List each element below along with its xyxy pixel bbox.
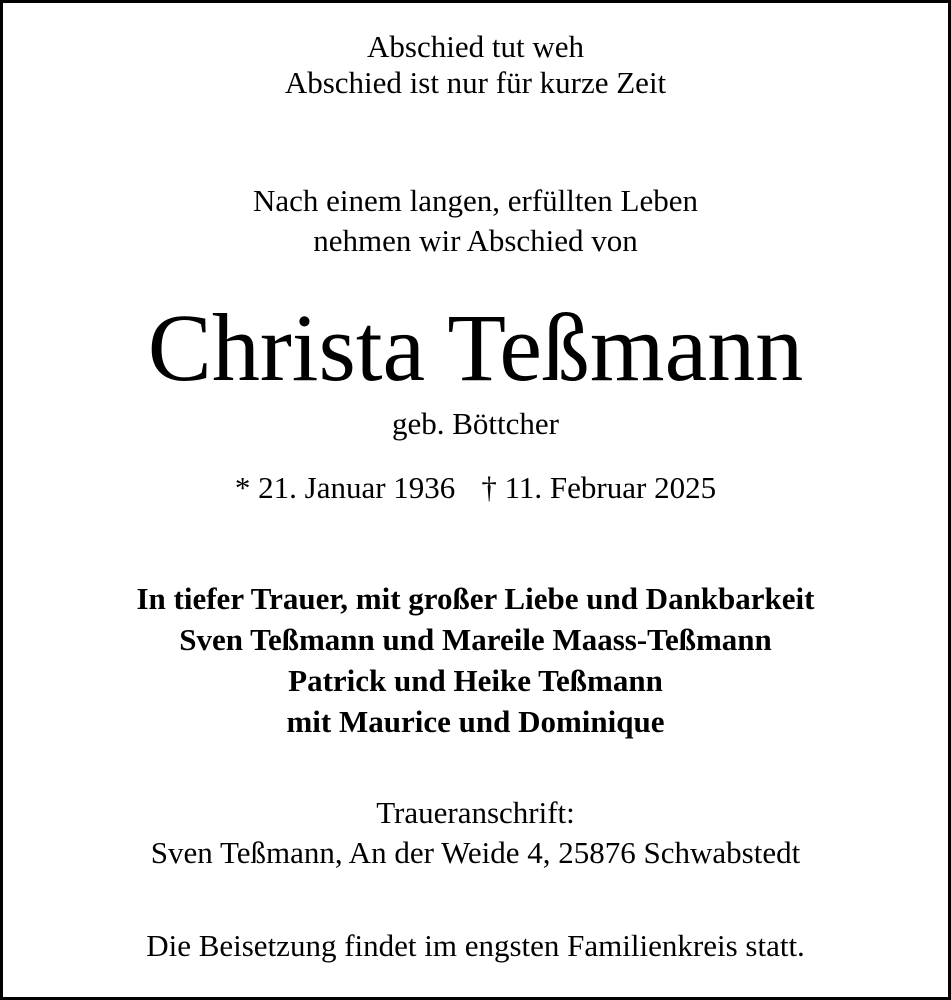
intro-line-1: Nach einem langen, erfüllten Leben — [253, 183, 698, 218]
birth-date: * 21. Januar 1936 — [234, 470, 456, 505]
farewell-verse — [3, 29, 948, 101]
mourners-line-4: mit Maurice und Dominique — [286, 704, 665, 739]
mourners-line-1: In tiefer Trauer, mit großer Liebe und Dankbarkeit — [136, 581, 815, 616]
burial-note: Die Beisetzung findet im engsten Familienkreis statt. — [146, 928, 805, 963]
deceased-name: Christa Teßmann — [147, 294, 804, 401]
address-label: Traueranschrift: — [376, 795, 575, 830]
mourners-line-2: Sven Teßmann und Mareile Maass-Teßmann — [179, 622, 772, 657]
death-date: † 11. Februar 2025 — [481, 470, 717, 505]
verse-line-2: Abschied ist nur für kurze Zeit — [284, 65, 667, 100]
address-value: Sven Teßmann, An der Weide 4, 25876 Schwabstedt — [150, 835, 801, 870]
intro-line-2: nehmen wir Abschied von — [313, 223, 638, 258]
intro-text — [3, 181, 948, 261]
life-dates — [3, 466, 948, 510]
mourning-address — [3, 793, 948, 873]
verse-line-1: Abschied tut weh — [367, 29, 584, 64]
mourners-list — [3, 578, 948, 742]
maiden-name: geb. Böttcher — [391, 406, 559, 441]
mourners-line-3: Patrick und Heike Teßmann — [288, 663, 663, 698]
